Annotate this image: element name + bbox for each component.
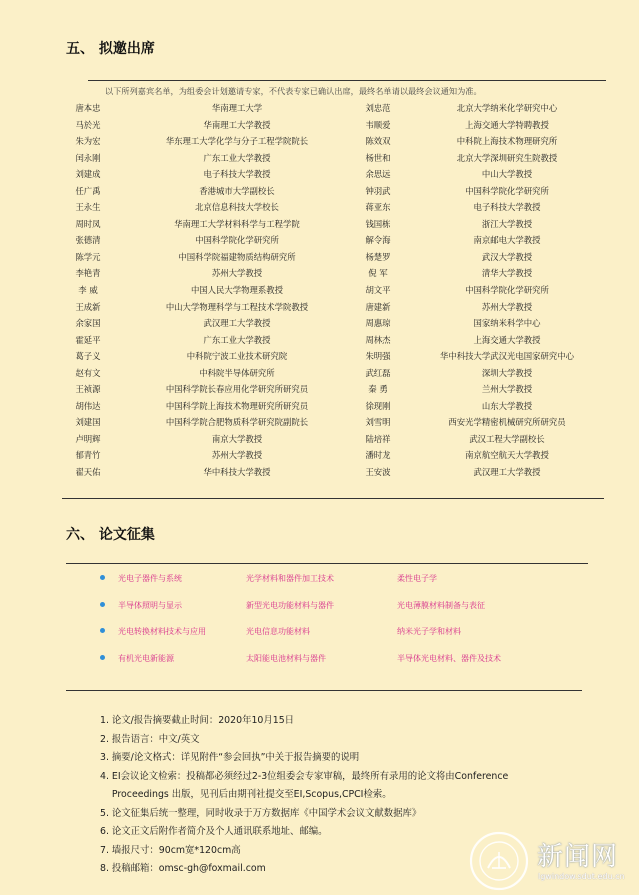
guest-name: 朱为宏 (75, 136, 101, 147)
divider (88, 80, 606, 81)
guest-row (62, 414, 602, 431)
requirement-item: 8. 投稿邮箱：omsc-gh@foxmail.com (100, 863, 266, 874)
guest-name: 余家国 (75, 318, 101, 329)
topic-item: 半导体光电材料、器件及技术 (397, 653, 501, 663)
guest-name: 钟羽武 (365, 185, 391, 196)
guest-name: 霍延平 (75, 334, 101, 345)
guest-name: 陈效双 (365, 136, 391, 147)
guest-title: 中国科学院合肥物质科学研究院副院长 (165, 417, 309, 428)
guest-title: 武汉大学教授 (481, 251, 533, 262)
guest-title: 兰州大学教授 (481, 384, 533, 395)
guest-title: 上海交通大学特聘教授 (465, 119, 549, 130)
topic-row (100, 600, 560, 627)
topic-item: 有机光电新能源 (118, 653, 174, 663)
guest-title: 中国科学院长春应用化学研究所研究员 (165, 384, 309, 395)
guest-row (62, 117, 602, 134)
divider (66, 563, 588, 564)
guest-row (62, 431, 602, 448)
guest-name: 徐现刚 (365, 400, 391, 411)
guest-name: 翟天佑 (75, 467, 101, 478)
guest-name: 周惠琼 (365, 318, 391, 329)
guest-title: 广东工业大学教授 (203, 334, 271, 345)
guest-title: 华中科技大学武汉光电国家研究中心 (440, 351, 574, 362)
guest-title: 武汉理工大学教授 (473, 467, 541, 478)
guest-name: 倪 军 (368, 268, 388, 279)
guest-name: 解令海 (365, 235, 391, 246)
guest-name: 卢明辉 (75, 433, 101, 444)
guest-title: 武汉工程大学副校长 (469, 433, 545, 444)
watermark-url: lgwindow.sdut.edu.cn (538, 872, 625, 881)
guest-name: 刘雪明 (365, 417, 391, 428)
guest-row (62, 183, 602, 200)
guest-name: 赵有文 (75, 367, 101, 378)
requirement-item: 4. EI会议论文检索：投稿都必须经过2-3位组委会专家审稿，最终所有录用的论文将由Conference (100, 770, 509, 782)
guest-title: 中国科学院化学研究所 (465, 185, 549, 196)
guest-title: 北京信息科技大学校长 (195, 202, 279, 213)
guest-name: 李艳青 (75, 268, 101, 279)
topic-item: 太阳能电池材料与器件 (246, 653, 326, 663)
guest-title: 清华大学教授 (481, 268, 533, 279)
guest-row (62, 100, 602, 117)
divider (62, 498, 604, 499)
guest-title: 北京大学纳米化学研究中心 (456, 103, 558, 113)
topic-item: 光电信息功能材料 (246, 627, 310, 636)
guest-title: 北京大学深圳研究生院教授 (456, 152, 558, 163)
topic-row (100, 573, 560, 600)
guest-title: 电子科技大学教授 (203, 169, 271, 180)
guest-name: 杨楚罗 (365, 251, 391, 262)
guest-title: 中科院上海技术物理研究所 (456, 136, 558, 147)
guest-title: 华中科技大学教授 (203, 467, 271, 478)
guest-name: 武红磊 (365, 367, 391, 378)
bullet-icon (100, 628, 105, 633)
guest-name: 蒋亚东 (365, 202, 391, 213)
guest-title: 上海交通大学教授 (473, 334, 541, 345)
guest-title: 中山大学教授 (481, 169, 533, 180)
guest-row (62, 133, 602, 150)
guest-name: 唐本忠 (75, 103, 101, 113)
topics-list (100, 573, 560, 679)
bullet-icon (100, 602, 105, 607)
guest-title: 南京大学教授 (211, 433, 263, 444)
guest-row (62, 447, 602, 464)
guest-title: 电子科技大学教授 (473, 202, 541, 213)
guest-title: 南京航空航天大学教授 (465, 450, 549, 461)
guest-name: 唐建新 (365, 301, 391, 312)
guest-title: 中国人民大学物理系教授 (190, 285, 284, 296)
guest-name: 韦顺爱 (365, 119, 391, 130)
university-seal-icon (468, 830, 530, 892)
guest-title: 中山大学物理科学与工程技术学院教授 (165, 301, 309, 312)
watermark-name: 新闻网 (537, 842, 619, 872)
guest-name: 刘建国 (75, 417, 101, 428)
guest-title: 华南理工大学教授 (203, 119, 271, 130)
guest-name: 刘忠范 (365, 103, 391, 113)
guest-row (62, 232, 602, 249)
guest-name: 王祯源 (75, 384, 101, 395)
guest-name: 潘时龙 (365, 450, 391, 461)
guest-name: 张德清 (75, 235, 101, 246)
guest-name: 杨世和 (365, 152, 391, 163)
guest-row (62, 265, 602, 282)
guest-name: 闰永刚 (75, 152, 101, 163)
guest-name: 王安波 (365, 467, 391, 478)
section-6-title: 六、 论文征集 (66, 527, 155, 543)
guest-title: 中国科学院上海技术物理研究所研究员 (165, 400, 309, 411)
guest-list-note: 以下所列嘉宾名单，为组委会计划邀请专家，不代表专家已确认出席，最终名单请以最终会议通知为准。 (105, 86, 482, 96)
guest-row (62, 199, 602, 216)
guest-row (62, 216, 602, 233)
guest-name: 郁青竹 (75, 450, 101, 461)
guest-title: 苏州大学教授 (211, 450, 263, 461)
guest-title: 深圳大学教授 (481, 367, 533, 378)
guest-row (62, 315, 602, 332)
guest-row (62, 150, 602, 167)
requirement-item: Proceedings 出版，见刊后由期刊社提交至EI,Scopus,CPCI检索。 (100, 789, 392, 800)
guest-row (62, 299, 602, 316)
guest-title: 中国科学院化学研究所 (465, 285, 549, 296)
bullet-icon (100, 655, 105, 660)
topic-item: 柔性电子学 (397, 574, 437, 583)
guest-name: 马於光 (75, 119, 101, 130)
guest-name: 任广禹 (75, 185, 101, 196)
guest-name: 周林杰 (365, 334, 391, 345)
requirement-item: 7. 墙报尺寸：90cm宽*120cm高 (100, 844, 241, 856)
guest-row (62, 249, 602, 266)
topic-item: 光电薄膜材料制备与表征 (397, 600, 485, 610)
guest-title: 浙江大学教授 (481, 218, 533, 229)
requirement-item: 1. 论文/报告摘要截止时间：2020年10月15日 (100, 715, 295, 726)
divider (66, 690, 582, 691)
guest-name: 胡文平 (365, 285, 391, 296)
topic-item: 光电子器件与系统 (118, 574, 182, 583)
guest-title: 南京邮电大学教授 (473, 235, 541, 246)
topic-item: 纳米光子学和材料 (397, 627, 461, 636)
guest-title: 武汉理工大学教授 (203, 318, 271, 329)
guest-title: 中国科学院福建物质结构研究所 (178, 251, 296, 262)
guest-name: 刘建成 (75, 169, 101, 180)
guest-title: 华南理工大学 (211, 103, 263, 113)
guest-title: 中科院宁波工业技术研究院 (186, 351, 288, 362)
guest-row (62, 398, 602, 415)
guest-row (62, 365, 602, 382)
guest-title: 中科院半导体研究所 (199, 367, 275, 378)
guest-title: 苏州大学教授 (481, 301, 533, 312)
guest-name: 王永生 (75, 202, 101, 213)
topic-item: 光学材料和器件加工技术 (246, 574, 334, 583)
topic-item: 新型光电功能材料与器件 (246, 600, 334, 610)
guest-name: 陆培祥 (365, 433, 391, 444)
bullet-icon (100, 575, 105, 580)
topic-item: 光电转换材料技术与应用 (118, 627, 206, 636)
guest-row (62, 381, 602, 398)
guest-name: 陈学元 (75, 251, 101, 262)
guest-title: 中国科学院化学研究所 (195, 235, 279, 246)
guest-title: 山东大学教授 (481, 400, 533, 411)
guest-title: 华东理工大学化学与分子工程学院院长 (165, 136, 309, 147)
guest-row (62, 282, 602, 299)
guest-name: 钱国栋 (365, 218, 391, 229)
guest-table (62, 100, 602, 481)
guest-row (62, 332, 602, 349)
guest-title: 广东工业大学教授 (203, 152, 271, 163)
guest-title: 华南理工大学材料科学与工程学院 (174, 218, 300, 229)
section-5-title: 五、 拟邀出席 (66, 41, 155, 57)
guest-title: 西安光学精密机械研究所研究员 (448, 417, 566, 428)
guest-name: 葛子义 (75, 351, 101, 362)
guest-row (62, 464, 602, 481)
requirement-item: 2. 报告语言：中文/英文 (100, 733, 200, 745)
guest-name: 周时凤 (75, 218, 101, 229)
guest-name: 余思远 (365, 169, 391, 180)
guest-row (62, 348, 602, 365)
topic-row (100, 626, 560, 653)
guest-title: 香港城市大学副校长 (199, 185, 275, 196)
guest-name: 李 威 (78, 285, 98, 296)
topic-item: 半导体照明与显示 (118, 600, 182, 610)
guest-row (62, 166, 602, 183)
guest-name: 朱明强 (365, 351, 391, 362)
guest-title: 国家纳米科学中心 (473, 318, 541, 329)
requirement-item: 6. 论文正文后附作者简介及个人通讯联系地址、邮编。 (100, 826, 328, 837)
requirement-item: 3. 摘要/论文格式：详见附件“参会回执”中关于报告摘要的说明 (100, 752, 360, 763)
requirement-item: 5. 论文征集后统一整理，同时收录于万方数据库《中国学术会议文献数据库》 (100, 807, 422, 819)
guest-name: 王成新 (75, 301, 101, 312)
guest-name: 秦 勇 (368, 384, 388, 395)
guest-title: 苏州大学教授 (211, 268, 263, 279)
guest-name: 胡伟达 (75, 400, 101, 411)
topic-row (100, 653, 560, 680)
